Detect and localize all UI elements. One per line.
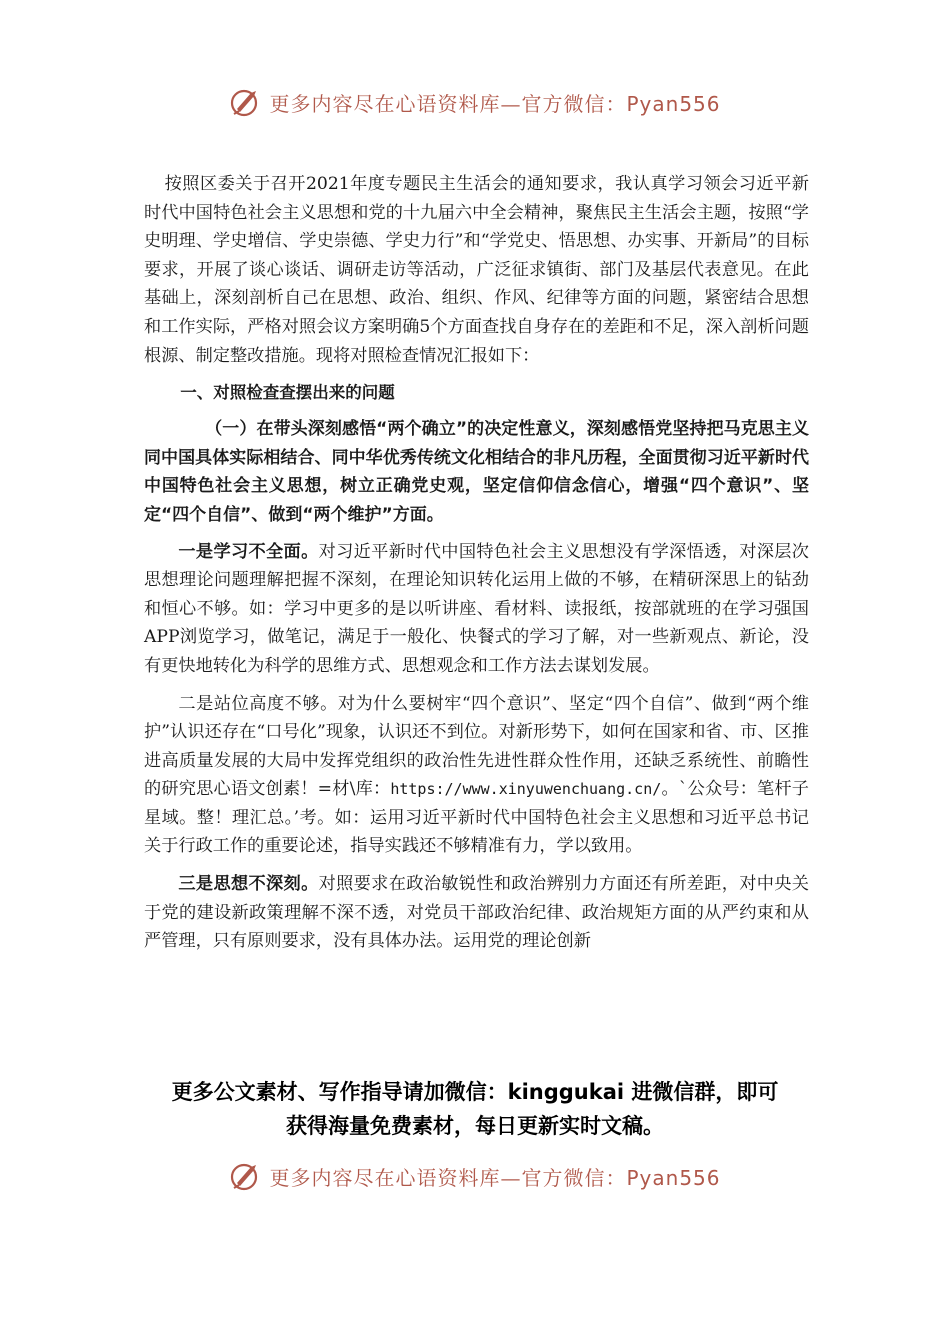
point-1-paragraph	[144, 538, 809, 681]
point-2-url: https://www.xinyuwenchuang.cn/	[390, 780, 662, 799]
point-3-body: 对照要求在政治敏锐性和政治辨别力方面还有所差距，对中央关于党的建设新政策理解不深不透，对党员干部政治纪律、政治规矩方面的从严约束和从严管理，只有原则要求，没有具体办法。运用党的理论创新	[144, 874, 809, 952]
fountain-pen-logo-icon	[229, 85, 263, 119]
promo-line-2: 获得海量免费素材，每日更新实时文稿。	[286, 1114, 664, 1138]
point-2-paragraph	[144, 690, 809, 862]
fountain-pen-logo-icon	[229, 1159, 263, 1193]
section-1-heading: 一、对照检查查摆出来的问题	[180, 383, 395, 403]
point-2-lead: 二是站位高度不够。	[178, 693, 338, 714]
point-2-body-a: 对为什么要树牢“四个意识”、坚定“四个自信”、做到“两个维护”认识还存在“口号化”现象，认识还不到位。对新形势下，如何在国家和省、市、区推进高质量发展的大局中发挥党组织的政治性先进性群众性作用，还缺乏系统性、前瞻性的研究思心语文创素！=材\库：	[144, 693, 809, 800]
intro-paragraph: 按照区委关于召开2021年度专题民主生活会的通知要求，我认真学习领会习近平新时代中国特色社会主义思想和党的十九届六中全会精神，聚焦民主生活会主题，按照“学史明理、学史增信、学史崇德、学史力行”和“学党史、悟思想、办实事、开新局”的目标要求，开展了谈心谈话、调研走访等活动，广泛征求镇街、部门及基层代表意见。在此基础上，深刻剖析自己在思想、政治、组织、作风、纪律等方面的问题，紧密结合思想和工作实际，严格对照会议方案明确5个方面查找自身存在的差距和不足，深入剖析问题根源、制定整改措施。现将对照检查情况汇报如下：	[144, 174, 809, 366]
header-banner	[0, 82, 950, 122]
footer-banner-wechat-id: Pyan556	[626, 1165, 721, 1190]
footer-banner-label: 更多内容尽在心语资料库—官方微信：	[269, 1165, 627, 1190]
promo-line-1: 更多公文素材、写作指导请加微信：kinggukai 进微信群，即可	[171, 1080, 779, 1104]
footer-banner-text	[269, 1162, 720, 1191]
point-3-paragraph	[144, 870, 809, 956]
promo-block	[100, 1075, 850, 1143]
subsection-1-heading: （一）在带头深刻感悟“两个确立”的决定性意义，深刻感悟党坚持把马克思主义同中国具体实际相结合、同中华优秀传统文化相结合的非凡历程，全面贯彻习近平新时代中国特色社会主义思想，树立正确党史观，坚定信仰信念信心，增强“四个意识”、坚定“四个自信”、做到“两个维护”方面。	[144, 419, 809, 525]
point-1-body: 对习近平新时代中国特色社会主义思想没有学深悟透，对深层次思想理论问题理解把握不深刻，在理论知识转化运用上做的不够，在精研深思上的钻劲和恒心不够。如：学习中更多的是以听讲座、看材料、读报纸，按部就班的在学习强国APP浏览学习，做笔记，满足于一般化、快餐式的学习了解，对一些新观点、新论，没有更快地转化为科学的思维方式、思想观念和工作方法去谋划发展。	[144, 541, 809, 676]
document-body	[144, 170, 809, 965]
header-banner-label: 更多内容尽在心语资料库—官方微信：	[269, 91, 627, 116]
point-3-lead: 三是思想不深刻。	[178, 874, 319, 895]
header-banner-text	[269, 88, 720, 117]
footer-banner	[0, 1156, 950, 1196]
point-1-lead: 一是学习不全面。	[178, 541, 319, 562]
header-banner-wechat-id: Pyan556	[626, 91, 721, 116]
point-2-body-b: 。`公众号：笔杆子星域。整！理汇总。’考。如：运用习近平新时代中国特色社会主义思想和习近平总书记关于行政工作的重要论述，指导实践还不够精准有力，学以致用。	[144, 779, 809, 857]
